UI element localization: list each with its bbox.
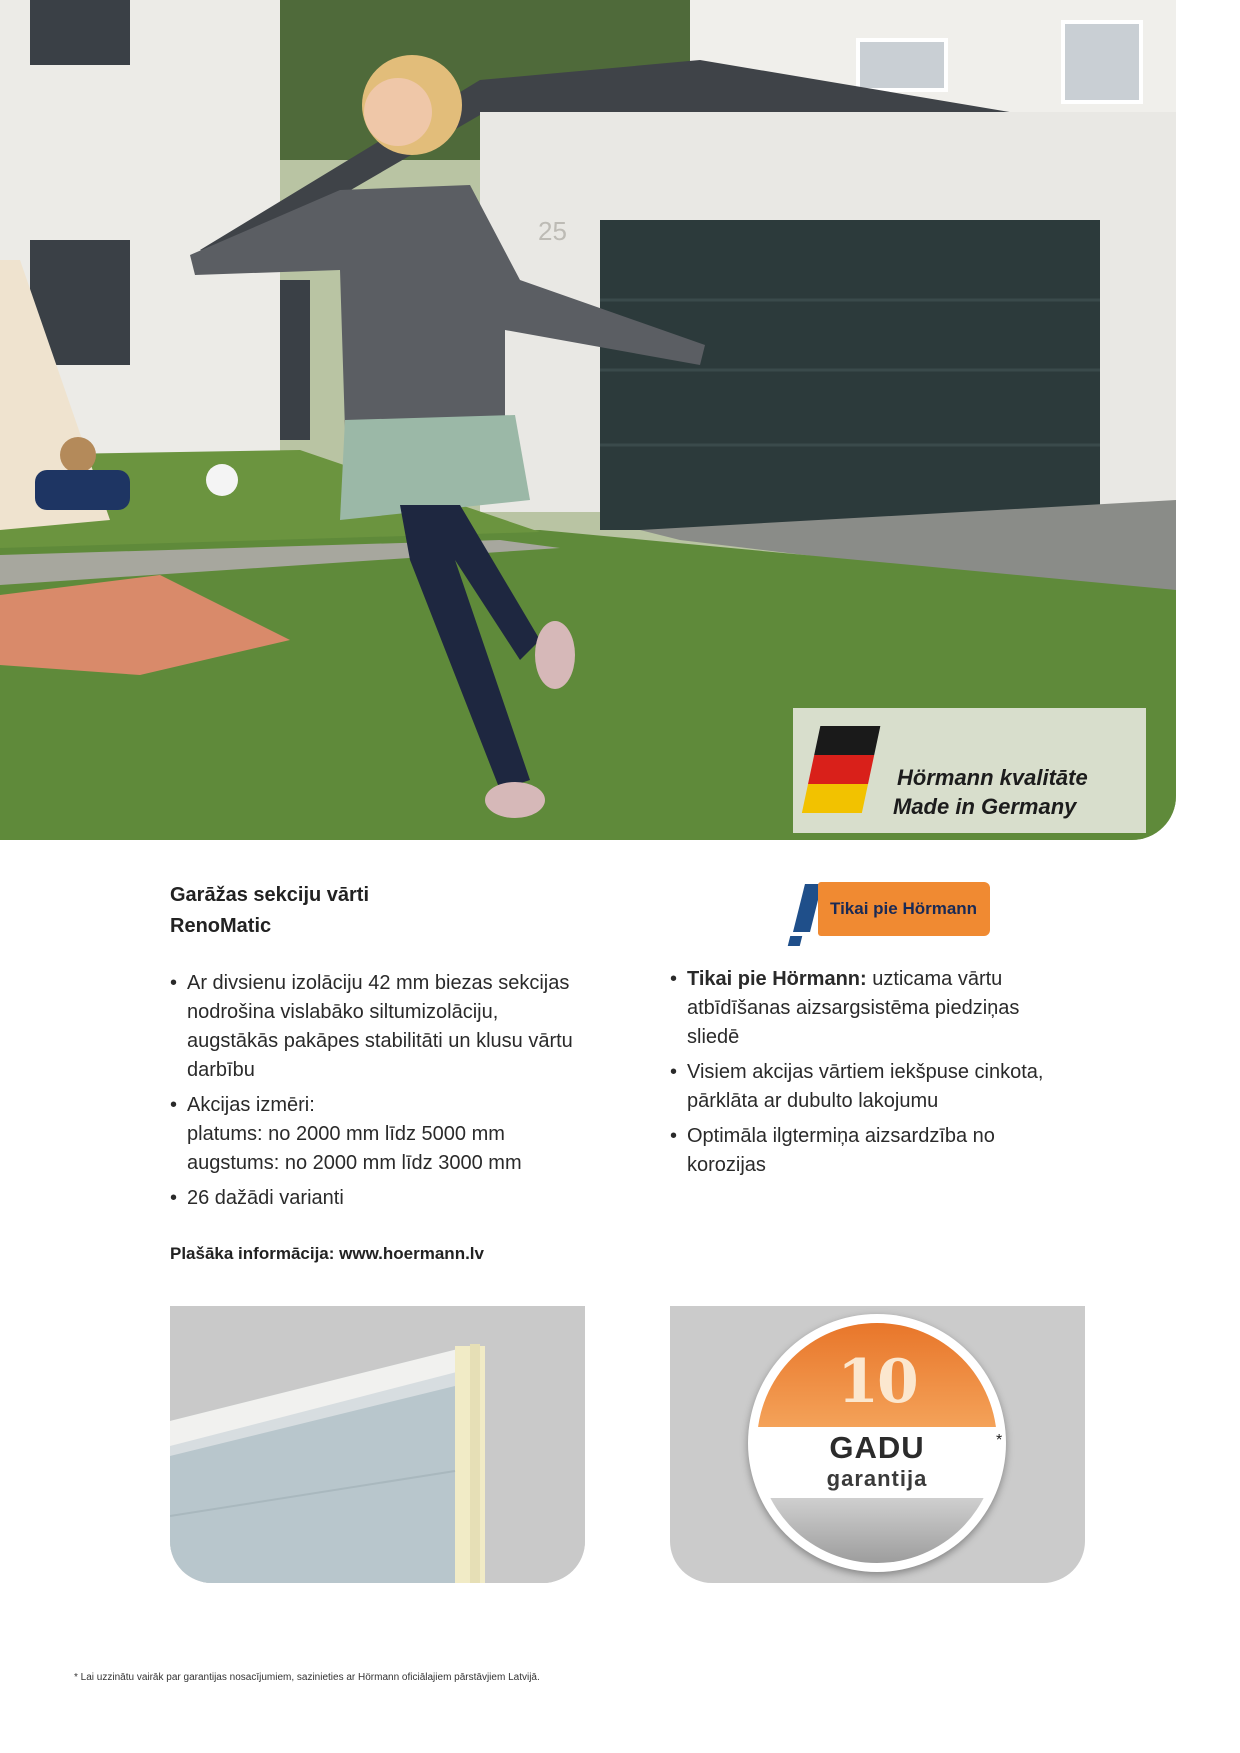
door-section-image <box>170 1306 585 1583</box>
made-in-germany-badge <box>793 708 1146 833</box>
bullet-line: sliedē <box>687 1026 740 1048</box>
more-info-link[interactable]: Plašāka informācija: www.hoermann.lv <box>170 1244 484 1263</box>
flag-stripe-gold <box>802 784 868 813</box>
footnote: * Lai uzzinātu vairāk par garantijas nosacījumiem, sazinieties ar Hörmann oficiālajiem pārstāvjiem Latvijā. <box>74 1672 540 1683</box>
product-title <box>170 880 369 942</box>
exclamation-dot-icon <box>788 936 802 946</box>
bullet-line: pārklāta ar dubulto lakojumu <box>687 1090 939 1112</box>
garage-door <box>600 220 1100 530</box>
list-item <box>670 1122 1090 1180</box>
bullet-line: • Visiem akcijas vārtiem iekšpuse cinkota, <box>687 1061 1044 1083</box>
bullet-line: atbīdīšanas aizsargsistēma piedziņas <box>687 997 1020 1019</box>
ball <box>206 464 238 496</box>
window <box>280 280 310 440</box>
window <box>30 0 130 65</box>
child-face <box>364 78 432 146</box>
window <box>1063 22 1141 102</box>
flag-stripe-black <box>814 726 880 755</box>
bullet-line: darbību <box>187 1059 255 1081</box>
bullet-line: nodrošina vislabāko siltumizolāciju, <box>187 1001 499 1023</box>
badge-line2: Made in Germany <box>893 794 1077 819</box>
list-item <box>170 1184 620 1213</box>
warranty-years: 10 <box>837 1347 917 1417</box>
list-item <box>670 965 1090 1052</box>
list-item <box>170 969 620 1085</box>
list-item <box>170 1091 620 1178</box>
flag-stripe-red <box>808 755 874 784</box>
warranty-panel <box>670 1306 1085 1583</box>
bullet-line: • Akcijas izmēri: <box>187 1094 315 1116</box>
boy <box>35 470 130 510</box>
bullet-line: augstums: no 2000 mm līdz 3000 mm <box>187 1152 522 1174</box>
list-item <box>670 1058 1090 1116</box>
door-section-illustration <box>170 1306 585 1583</box>
shoe <box>485 782 545 818</box>
tikai-pie-hormann-logo <box>785 880 995 948</box>
bullet-rest: uzticama vārtu <box>866 968 1003 990</box>
bullet-strong: Tikai pie Hörmann: <box>687 968 867 990</box>
hero-photo <box>0 0 1176 840</box>
exclusive-label: Tikai pie Hörmann <box>818 882 990 936</box>
warranty-word: GADU <box>829 1430 925 1465</box>
shoe <box>535 621 575 689</box>
bullet-line: platums: no 2000 mm līdz 5000 mm <box>187 1123 505 1145</box>
bullet-line: • 26 dažādi varianti <box>187 1187 344 1209</box>
warranty-label: garantija <box>826 1466 928 1491</box>
product-title-line1: Garāžas sekciju vārti <box>170 884 370 906</box>
product-title-line2: RenoMatic <box>170 915 272 937</box>
left-feature-list <box>170 969 620 1219</box>
bullet-line: augstākās pakāpes stabilitāti un klusu vārtu <box>187 1030 573 1052</box>
bullet-line: • Optimāla ilgtermiņa aizsardzība no <box>687 1125 995 1147</box>
bullet-line: korozijas <box>687 1154 766 1176</box>
german-flag-icon <box>802 726 881 814</box>
window <box>858 40 946 90</box>
house-number: 25 <box>538 216 567 246</box>
warranty-asterisk: * <box>996 1432 1003 1449</box>
badge-line1: Hörmann kvalitāte <box>897 765 1088 790</box>
right-feature-list <box>670 965 1090 1186</box>
bullet-line: • Ar divsienu izolāciju 42 mm biezas sekcijas <box>187 972 570 994</box>
warranty-seal <box>748 1314 1006 1572</box>
